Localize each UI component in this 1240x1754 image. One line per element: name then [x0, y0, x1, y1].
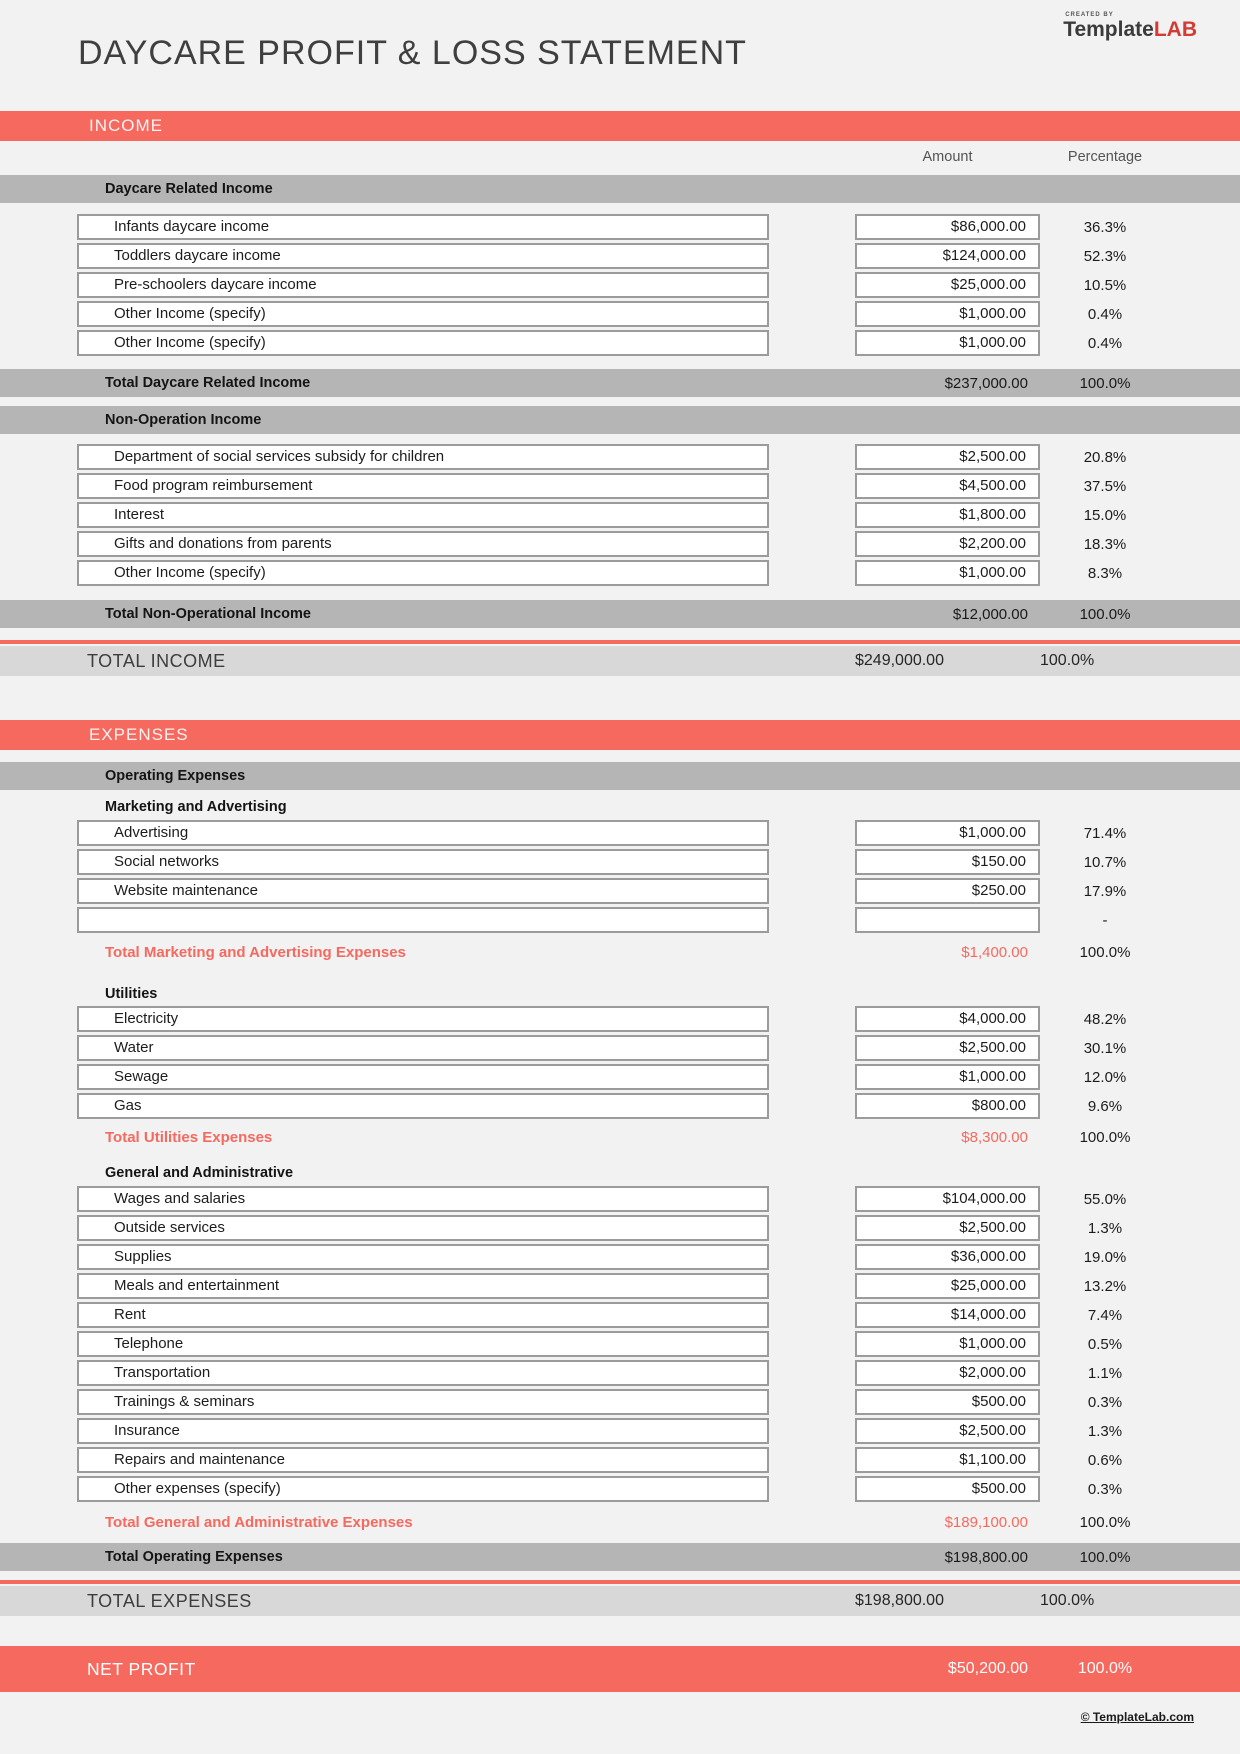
row-percentage: 0.4% [1087, 334, 1123, 352]
general-admin-rows [0, 1186, 1240, 1502]
row-percentage: 0.4% [1087, 305, 1123, 323]
total-general-admin-expenses: Total General and Administrative Expenses $189,100.00 100.0% [0, 1512, 1240, 1532]
amount-column-header: Amount [922, 148, 973, 165]
logo-created-by: CREATED BY [1065, 12, 1114, 18]
total-amount: $198,800.00 [944, 1548, 1028, 1566]
row-percentage: 1.1% [1087, 1364, 1123, 1382]
row-label-input[interactable]: Website maintenance [77, 878, 769, 904]
table-row [0, 1244, 1240, 1270]
row-amount-input[interactable]: $1,000.00 [855, 1331, 1040, 1357]
row-percentage: 10.5% [1083, 276, 1127, 294]
percentage-column-header: Percentage [1067, 148, 1143, 165]
table-row [0, 330, 1240, 356]
row-label-input[interactable]: Outside services [77, 1215, 769, 1241]
table-row [0, 531, 1240, 557]
row-amount-input[interactable]: $1,100.00 [855, 1447, 1040, 1473]
row-label-input[interactable]: Department of social services subsidy for children [77, 444, 769, 470]
total-income-percentage: 100.0% [1040, 652, 1095, 669]
row-amount-input[interactable]: $500.00 [855, 1389, 1040, 1415]
row-amount-input[interactable]: $104,000.00 [855, 1186, 1040, 1212]
row-percentage: 7.4% [1087, 1306, 1123, 1324]
row-label-input[interactable]: Supplies [77, 1244, 769, 1270]
total-percentage: 100.0% [1079, 374, 1131, 392]
row-percentage: 20.8% [1083, 448, 1127, 466]
row-amount-input[interactable]: $2,500.00 [855, 1035, 1040, 1061]
row-amount-input[interactable]: $14,000.00 [855, 1302, 1040, 1328]
row-label-input[interactable]: Repairs and maintenance [77, 1447, 769, 1473]
total-amount: $12,000.00 [952, 605, 1028, 623]
row-amount-input[interactable]: $124,000.00 [855, 243, 1040, 269]
table-row [0, 1418, 1240, 1444]
net-profit-amount: $50,200.00 [947, 1660, 1028, 1677]
row-amount-input[interactable] [855, 907, 1040, 933]
row-label-input[interactable]: Sewage [77, 1064, 769, 1090]
row-percentage: 19.0% [1083, 1248, 1127, 1266]
row-percentage: 10.7% [1083, 853, 1127, 871]
row-percentage: 18.3% [1083, 535, 1127, 553]
total-expenses-amount: $198,800.00 [855, 1592, 944, 1609]
row-label-input[interactable]: Infants daycare income [77, 214, 769, 240]
row-label-input[interactable]: Other Income (specify) [77, 301, 769, 327]
table-row [0, 301, 1240, 327]
total-marketing-expenses: Total Marketing and Advertising Expenses $1,400.00 100.0% [0, 942, 1240, 962]
row-percentage: 1.3% [1087, 1219, 1123, 1237]
row-amount-input[interactable]: $1,800.00 [855, 502, 1040, 528]
row-percentage: 48.2% [1083, 1010, 1127, 1028]
row-amount-input[interactable]: $1,000.00 [855, 820, 1040, 846]
table-row-empty [0, 907, 1240, 933]
row-label-input[interactable]: Gifts and donations from parents [77, 531, 769, 557]
row-label-input[interactable]: Social networks [77, 849, 769, 875]
row-percentage: 71.4% [1083, 824, 1127, 842]
row-label-input[interactable]: Other Income (specify) [77, 560, 769, 586]
table-row [0, 560, 1240, 586]
table-row [0, 849, 1240, 875]
row-percentage: 0.5% [1087, 1335, 1123, 1353]
table-row [0, 820, 1240, 846]
table-row [0, 272, 1240, 298]
net-profit-row: NET PROFIT $50,200.00 100.0% [0, 1646, 1240, 1692]
row-percentage: 0.3% [1087, 1393, 1123, 1411]
table-row [0, 1006, 1240, 1032]
row-percentage: 0.3% [1087, 1480, 1123, 1498]
row-amount-input[interactable]: $2,000.00 [855, 1360, 1040, 1386]
net-profit-percentage: 100.0% [1077, 1660, 1133, 1677]
subtotal-amount: $1,400.00 [961, 943, 1028, 961]
row-amount-input[interactable]: $800.00 [855, 1093, 1040, 1119]
table-row [0, 1331, 1240, 1357]
accent-divider [0, 640, 1240, 644]
non-operation-income-rows [0, 444, 1240, 586]
total-income-row: TOTAL INCOME $249,000.00 100.0% [0, 646, 1240, 676]
row-percentage: 13.2% [1083, 1277, 1127, 1295]
row-amount-input[interactable]: $250.00 [855, 878, 1040, 904]
row-percentage: 36.3% [1083, 218, 1127, 236]
subtotal-amount: $8,300.00 [961, 1128, 1028, 1146]
row-amount-input[interactable]: $1,000.00 [855, 330, 1040, 356]
row-label-input[interactable]: Telephone [77, 1331, 769, 1357]
column-headers [0, 148, 1240, 165]
total-utilities-expenses: Total Utilities Expenses $8,300.00 100.0% [0, 1127, 1240, 1147]
total-non-operational-income: Total Non-Operational Income $12,000.00 100.0% [0, 600, 1240, 628]
row-percentage: 8.3% [1087, 564, 1123, 582]
page-title: DAYCARE PROFIT & LOSS STATEMENT [78, 34, 747, 72]
subgroup-header-general-admin: General and Administrative [105, 1165, 294, 1181]
utilities-rows [0, 1006, 1240, 1119]
row-percentage: 1.3% [1087, 1422, 1123, 1440]
daycare-income-rows [0, 214, 1240, 356]
row-label-input[interactable]: Transportation [77, 1360, 769, 1386]
row-label-input[interactable]: Gas [77, 1093, 769, 1119]
table-row [0, 243, 1240, 269]
row-label-input[interactable]: Interest [77, 502, 769, 528]
table-row [0, 1273, 1240, 1299]
row-amount-input[interactable]: $500.00 [855, 1476, 1040, 1502]
row-amount-input[interactable]: $2,500.00 [855, 444, 1040, 470]
row-amount-input[interactable]: $2,500.00 [855, 1418, 1040, 1444]
row-percentage: 17.9% [1083, 882, 1127, 900]
table-row [0, 502, 1240, 528]
row-amount-input[interactable]: $2,500.00 [855, 1215, 1040, 1241]
table-row [0, 473, 1240, 499]
row-amount-input[interactable]: $1,000.00 [855, 1064, 1040, 1090]
row-amount-input[interactable]: $2,200.00 [855, 531, 1040, 557]
accent-divider [0, 1580, 1240, 1584]
row-percentage: 55.0% [1083, 1190, 1127, 1208]
row-label-input[interactable]: Water [77, 1035, 769, 1061]
expenses-section-banner: EXPENSES [0, 720, 1240, 750]
page-footer [0, 1708, 1240, 1726]
subgroup-header-marketing: Marketing and Advertising [105, 799, 287, 815]
row-percentage: 37.5% [1083, 477, 1127, 495]
table-row [0, 1302, 1240, 1328]
row-amount-input[interactable]: $1,000.00 [855, 301, 1040, 327]
income-section-banner: INCOME [0, 111, 1240, 141]
row-percentage: 0.6% [1087, 1451, 1123, 1469]
total-income-amount: $249,000.00 [855, 652, 944, 669]
row-label-input[interactable]: Other expenses (specify) [77, 1476, 769, 1502]
row-label-input[interactable]: Trainings & seminars [77, 1389, 769, 1415]
table-row [0, 1093, 1240, 1119]
table-row [0, 878, 1240, 904]
row-label-input[interactable]: Meals and entertainment [77, 1273, 769, 1299]
row-percentage: 30.1% [1083, 1039, 1127, 1057]
table-row [0, 444, 1240, 470]
row-amount-input[interactable]: $36,000.00 [855, 1244, 1040, 1270]
document-header [0, 0, 1240, 84]
table-row [0, 1447, 1240, 1473]
row-label-input[interactable]: Insurance [77, 1418, 769, 1444]
subtotal-percentage: 100.0% [1079, 1128, 1131, 1146]
templatelab-logo [1063, 12, 1197, 40]
row-label-input[interactable] [77, 907, 769, 933]
row-percentage: 12.0% [1083, 1068, 1127, 1086]
table-row [0, 1360, 1240, 1386]
row-label-input[interactable]: Advertising [77, 820, 769, 846]
total-expenses-row: TOTAL EXPENSES $198,800.00 100.0% [0, 1586, 1240, 1616]
row-label-input[interactable]: Other Income (specify) [77, 330, 769, 356]
row-label-input[interactable]: Food program reimbursement [77, 473, 769, 499]
table-row [0, 1389, 1240, 1415]
group-header-daycare-related-income: Daycare Related Income [0, 175, 1240, 203]
templatelab-footer-link[interactable]: © TemplateLab.com [1080, 1710, 1194, 1724]
row-amount-input[interactable]: $4,500.00 [855, 473, 1040, 499]
row-label-input[interactable]: Toddlers daycare income [77, 243, 769, 269]
row-amount-input[interactable]: $4,000.00 [855, 1006, 1040, 1032]
table-row [0, 1035, 1240, 1061]
row-label-input[interactable]: Wages and salaries [77, 1186, 769, 1212]
row-label-input[interactable]: Pre-schoolers daycare income [77, 272, 769, 298]
row-amount-input[interactable]: $25,000.00 [855, 1273, 1040, 1299]
group-header-non-operation-income: Non-Operation Income [0, 406, 1240, 434]
row-label-input[interactable]: Electricity [77, 1006, 769, 1032]
subtotal-percentage: 100.0% [1079, 1513, 1131, 1531]
subtotal-amount: $189,100.00 [944, 1513, 1028, 1531]
row-percentage: - [1102, 911, 1108, 929]
total-operating-expenses: Total Operating Expenses $198,800.00 100.0% [0, 1543, 1240, 1571]
table-row [0, 1186, 1240, 1212]
table-row [0, 1064, 1240, 1090]
total-percentage: 100.0% [1079, 605, 1131, 623]
table-row [0, 214, 1240, 240]
total-percentage: 100.0% [1079, 1548, 1131, 1566]
row-percentage: 9.6% [1087, 1097, 1123, 1115]
row-amount-input[interactable]: $86,000.00 [855, 214, 1040, 240]
logo-brand-red: LAB [1153, 18, 1197, 41]
row-label-input[interactable]: Rent [77, 1302, 769, 1328]
subgroup-header-utilities: Utilities [105, 986, 158, 1002]
total-daycare-related-income: Total Daycare Related Income $237,000.00 100.0% [0, 369, 1240, 397]
row-amount-input[interactable]: $1,000.00 [855, 560, 1040, 586]
marketing-rows [0, 820, 1240, 933]
row-amount-input[interactable]: $150.00 [855, 849, 1040, 875]
row-percentage: 15.0% [1083, 506, 1127, 524]
row-percentage: 52.3% [1083, 247, 1127, 265]
table-row [0, 1476, 1240, 1502]
row-amount-input[interactable]: $25,000.00 [855, 272, 1040, 298]
group-header-operating-expenses: Operating Expenses [0, 762, 1240, 790]
subtotal-percentage: 100.0% [1079, 943, 1131, 961]
table-row [0, 1215, 1240, 1241]
logo-brand-dark: Template [1063, 18, 1154, 41]
total-amount: $237,000.00 [944, 374, 1028, 392]
total-expenses-percentage: 100.0% [1040, 1592, 1095, 1609]
